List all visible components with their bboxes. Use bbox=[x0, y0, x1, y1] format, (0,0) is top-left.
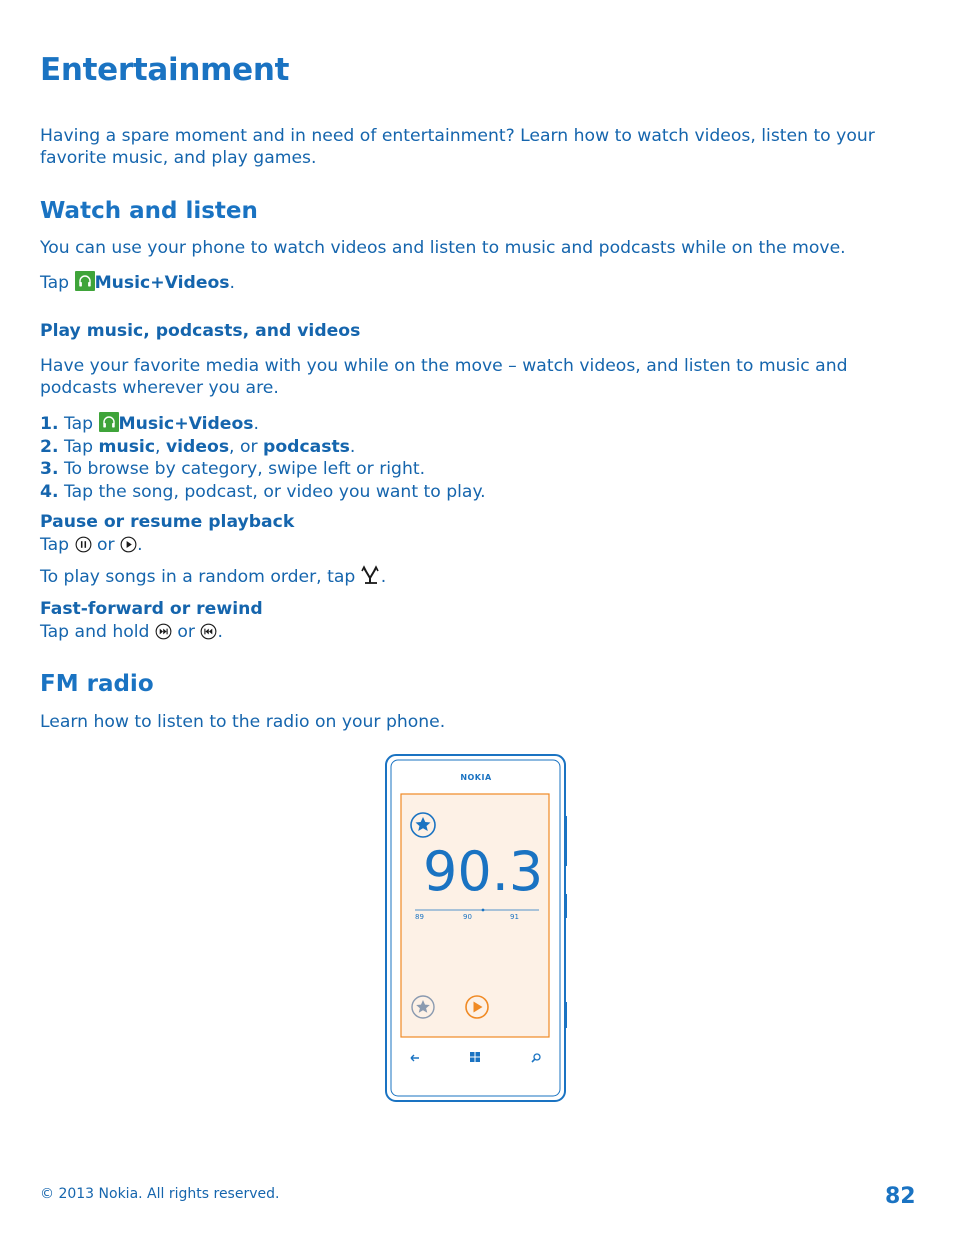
headphones-app-icon bbox=[99, 412, 119, 432]
list-item: 3. To browse by category, swipe left or right. bbox=[40, 459, 426, 479]
shuffle-icon bbox=[361, 565, 381, 585]
shuffle-line: To play songs in a random order, tap . bbox=[40, 567, 387, 587]
copyright: © 2013 Nokia. All rights reserved. bbox=[40, 1186, 280, 1202]
phone-drawing bbox=[385, 754, 567, 1104]
radio-tick-label: 91 bbox=[510, 913, 519, 921]
watch-tap-line: Tap Music+Videos. bbox=[40, 273, 235, 293]
radio-tick-label: 90 bbox=[463, 913, 472, 921]
intro-paragraph: Having a spare moment and in need of entertainment? Learn how to watch videos, listen to your favorite music, and play games. bbox=[40, 126, 875, 168]
list-item: 1. Tap Music+Videos. bbox=[40, 414, 259, 434]
play-description: Have your favorite media with you while on the move – watch videos, and listen to music and podcasts wherever you are. bbox=[40, 356, 848, 398]
fast-forward-icon bbox=[155, 623, 172, 640]
section-heading-fm: FM radio bbox=[40, 671, 154, 697]
list-item: 2. Tap music, videos, or podcasts. bbox=[40, 436, 356, 457]
play-icon bbox=[120, 536, 137, 553]
tap-text: Tap bbox=[40, 273, 70, 293]
radio-frequency: 90.3 bbox=[423, 840, 544, 903]
pause-icon bbox=[75, 536, 92, 553]
music-videos-link: Music+Videos bbox=[94, 273, 230, 293]
phone-illustration bbox=[385, 754, 567, 1104]
fm-description: Learn how to listen to the radio on your phone. bbox=[40, 712, 446, 732]
rewind-icon bbox=[200, 623, 217, 640]
page-title: Entertainment bbox=[40, 52, 290, 88]
watch-description: You can use your phone to watch videos and listen to music and podcasts while on the move. bbox=[40, 238, 846, 258]
subsection-heading-ff: Fast-forward or rewind bbox=[40, 599, 263, 619]
phone-brand: NOKIA bbox=[460, 773, 492, 782]
play-steps-list bbox=[40, 412, 486, 503]
headphones-app-icon bbox=[75, 271, 95, 291]
list-item: 4. Tap the song, podcast, or video you want to play. bbox=[40, 481, 486, 502]
pause-line: Tap or . bbox=[40, 535, 143, 555]
subsection-heading-play: Play music, podcasts, and videos bbox=[40, 321, 361, 341]
ff-line: Tap and hold or . bbox=[40, 622, 223, 642]
section-heading-watch: Watch and listen bbox=[40, 198, 258, 224]
subsection-heading-pause: Pause or resume playback bbox=[40, 512, 295, 532]
page-number: 82 bbox=[885, 1184, 916, 1209]
radio-tick-label: 89 bbox=[415, 913, 424, 921]
